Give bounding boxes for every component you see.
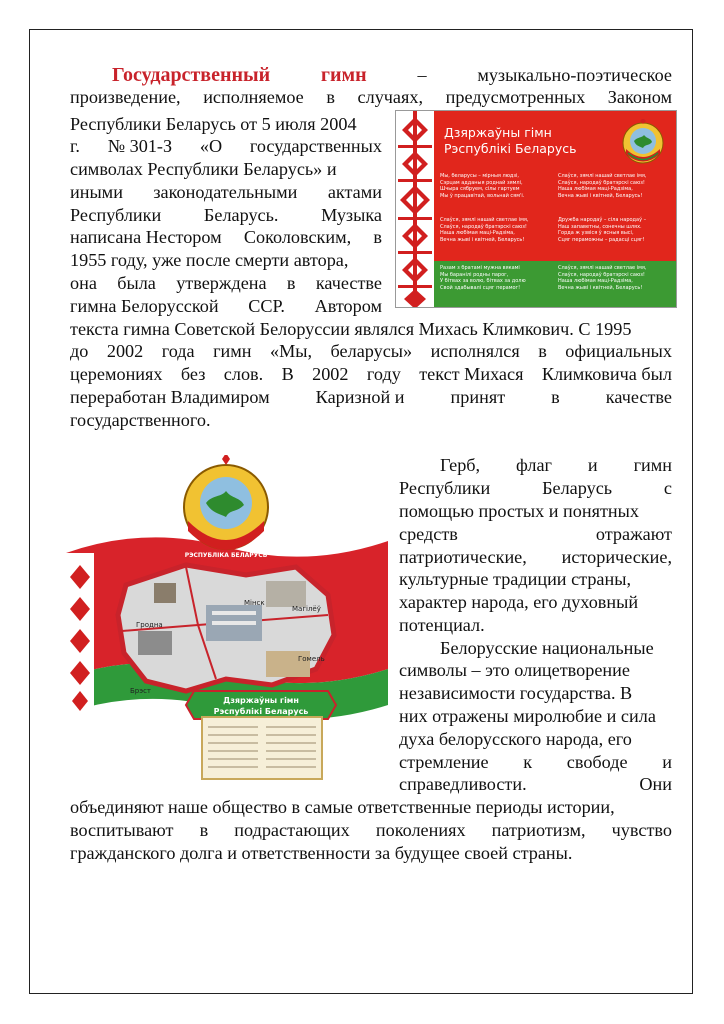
anthem-chorus-3: Слаўся, зямлі нашай светлае імя, Слаўся, народаў братэрскі саюз! Наша любімая маці-Радзіма, Вечна жыві і квітней, Беларусь! bbox=[558, 265, 647, 291]
p2-word: Герб, bbox=[440, 455, 481, 475]
p1-word: государственных bbox=[249, 136, 382, 156]
p3-line bbox=[399, 751, 672, 773]
p3-word: подрастающих bbox=[234, 820, 350, 840]
coat-of-arms-icon bbox=[620, 119, 666, 169]
p1-word: беларусы» bbox=[330, 341, 413, 361]
p2-line bbox=[399, 546, 672, 568]
p3-word: гражданского долга и ответственности за будущее своей страны. bbox=[70, 843, 573, 863]
p1-line bbox=[112, 64, 672, 86]
p3-line bbox=[399, 705, 656, 727]
p2-line bbox=[440, 454, 672, 476]
state-symbols-collage bbox=[66, 455, 388, 781]
p1-word: Музыка bbox=[321, 205, 382, 225]
p1-word: Автором bbox=[314, 296, 382, 316]
p2-line bbox=[399, 500, 639, 522]
anthem-verse-3: Дружба народаў – сіла народаў – Наш запаветны, сонечны шлях. Горда ж узвіся ў ясныя высі, Сцяг пераможны – радасці сцяг! bbox=[558, 217, 647, 243]
p1-word: гимн bbox=[213, 341, 252, 361]
p1-word: «Мы, bbox=[270, 341, 313, 361]
anthem-term-word: Государственный bbox=[112, 64, 271, 86]
p1-word: Законом bbox=[607, 87, 672, 107]
p2-word: отражают bbox=[595, 524, 672, 544]
p1-word: написана Нестором bbox=[70, 227, 222, 247]
p3-line bbox=[70, 819, 672, 841]
city-label-grodno: Гродна bbox=[136, 621, 163, 629]
p1-word: в bbox=[373, 227, 382, 247]
p2-word: средств bbox=[399, 524, 458, 544]
p1-word: – bbox=[417, 65, 427, 85]
p2-word: с bbox=[663, 478, 672, 498]
p2-line bbox=[399, 477, 672, 499]
p2-word: флаг bbox=[516, 455, 552, 475]
p1-word: Республики Беларусь от 5 июля 2004 bbox=[70, 114, 357, 134]
p1-word: законодательными bbox=[153, 182, 298, 202]
p1-word: гимна Белорусской bbox=[70, 296, 219, 316]
p1-line bbox=[70, 249, 348, 271]
anthem-term-word: гимн bbox=[320, 64, 367, 86]
p1-line bbox=[70, 340, 672, 362]
p1-word: церемониях bbox=[70, 364, 163, 384]
p1-word: качестве bbox=[315, 273, 382, 293]
p3-word: в bbox=[199, 820, 209, 840]
p1-word: «О bbox=[199, 136, 223, 156]
p1-word: 2002 bbox=[312, 364, 349, 384]
collage-graphic bbox=[66, 455, 388, 781]
p3-word: Они bbox=[639, 774, 672, 794]
p1-word: года bbox=[161, 341, 195, 361]
p1-word: музыкально-поэтическое bbox=[477, 65, 672, 85]
p3-word: объединяют наше общество в самые ответственные периоды истории, bbox=[70, 797, 615, 817]
p1-word: без bbox=[180, 364, 206, 384]
p1-word: 2002 bbox=[106, 341, 144, 361]
city-label-gomel: Гомель bbox=[298, 655, 325, 663]
p1-word: текст Михася bbox=[419, 364, 524, 384]
anthem-title-line1: Дзяржаўны гімн bbox=[444, 125, 552, 140]
p2-word: культурные традиции страны, bbox=[399, 569, 631, 589]
p1-word: № 301-З bbox=[107, 136, 173, 156]
p1-word: Соколовским, bbox=[243, 227, 352, 247]
p3-word: патриотизм, bbox=[491, 820, 586, 840]
city-label-minsk: Мінск bbox=[244, 599, 265, 607]
p3-word: духа белорусского народа, его bbox=[399, 729, 632, 749]
ornament-stripe bbox=[396, 111, 434, 308]
emblem-ribbon-label: РЭСПУБЛІКА БЕЛАРУСЬ bbox=[184, 552, 268, 559]
p1-word: произведение, bbox=[70, 87, 181, 107]
p3-line bbox=[399, 728, 632, 750]
p2-word: Республики bbox=[399, 478, 491, 498]
p1-word: г. bbox=[70, 136, 80, 156]
p1-word: государственного. bbox=[70, 410, 211, 430]
p1-line bbox=[70, 113, 357, 135]
p1-word: в bbox=[551, 387, 560, 407]
anthem-verse-1: Мы, беларусы – мірныя людзі, Сэрцам адданыя роднай зямлі, Шчыра сябруем, сілы гартуем Мы ў працавітай, вольнай сям'і. bbox=[440, 173, 525, 199]
p1-word: утверждена bbox=[176, 273, 267, 293]
p1-word: году bbox=[366, 364, 401, 384]
p3-line bbox=[70, 842, 572, 864]
p1-word: Республики bbox=[70, 205, 162, 225]
p2-word: патриотические, bbox=[399, 547, 527, 567]
p2-word: гимн bbox=[633, 455, 672, 475]
p3-word: и bbox=[662, 752, 672, 772]
p2-word: Беларусь bbox=[542, 478, 613, 498]
city-label-brest: Брэст bbox=[130, 687, 152, 695]
p2-word: потенциал. bbox=[399, 615, 485, 635]
p3-word: свободе bbox=[566, 752, 628, 772]
collage-banner-line1: Дзяржаўны гімн bbox=[223, 696, 299, 705]
city-label-mogilev: Магілёў bbox=[292, 605, 321, 613]
p1-word: В bbox=[281, 364, 294, 384]
p2-word: и bbox=[587, 455, 598, 475]
p1-word: в bbox=[538, 341, 547, 361]
p1-line bbox=[70, 295, 382, 317]
p3-line bbox=[399, 773, 672, 795]
anthem-title-line2: Рэспублікі Беларусь bbox=[444, 141, 577, 156]
p3-word: справедливости. bbox=[399, 774, 527, 794]
p1-word: исполнялся bbox=[430, 341, 520, 361]
p1-word: до bbox=[70, 341, 89, 361]
p1-word: официальных bbox=[565, 341, 672, 361]
p1-word: Климковича был bbox=[541, 364, 672, 384]
p2-line bbox=[399, 591, 638, 613]
p2-word: исторические, bbox=[561, 547, 672, 567]
p1-line bbox=[70, 272, 382, 294]
p1-word: случаях, bbox=[357, 87, 424, 107]
p1-line bbox=[70, 363, 672, 385]
p3-line bbox=[440, 637, 654, 659]
p3-word: независимости государства. В bbox=[399, 683, 633, 703]
p3-word: чувство bbox=[611, 820, 672, 840]
p1-word: принят bbox=[450, 387, 506, 407]
anthem-image bbox=[395, 110, 677, 308]
p2-word: характер народа, его духовный bbox=[399, 592, 639, 612]
p1-word: предусмотренных bbox=[445, 87, 586, 107]
p1-line bbox=[70, 226, 382, 248]
p1-line bbox=[70, 204, 382, 226]
p3-line bbox=[399, 659, 630, 681]
p1-word: исполняемое bbox=[203, 87, 304, 107]
p1-word: ССР. bbox=[248, 296, 285, 316]
p1-word: актами bbox=[327, 182, 382, 202]
p3-word: них отражены миролюбие и сила bbox=[399, 706, 656, 726]
collage-banner-line2: Рэспублікі Беларусь bbox=[213, 707, 309, 716]
p3-word: Белорусские национальные bbox=[440, 638, 654, 658]
p1-word: символах Республики Беларусь» и bbox=[70, 159, 337, 179]
p1-word: Беларусь. bbox=[203, 205, 279, 225]
p1-word: Каризной и bbox=[315, 387, 405, 407]
p3-word: стремление bbox=[399, 752, 489, 772]
p2-word: помощью простых и понятных bbox=[399, 501, 639, 521]
p1-line bbox=[70, 318, 631, 340]
p3-word: к bbox=[523, 752, 533, 772]
anthem-chorus-1: Слаўся, зямлі нашай светлае імя, Слаўся, народаў братэрскі саюз! Наша любімая маці-Радзіма, Вечна жыві і квітней, Беларусь! bbox=[558, 173, 647, 199]
p3-word: символы – это олицетворение bbox=[399, 660, 630, 680]
p1-word: иными bbox=[70, 182, 123, 202]
p1-word: в bbox=[326, 87, 335, 107]
p2-line bbox=[399, 568, 631, 590]
p1-line bbox=[70, 158, 337, 180]
p1-line bbox=[70, 86, 672, 108]
p1-line bbox=[70, 135, 382, 157]
p1-word: качестве bbox=[605, 387, 672, 407]
p1-word: переработан Владимиром bbox=[70, 387, 270, 407]
p2-line bbox=[399, 614, 485, 636]
p1-word: она bbox=[70, 273, 97, 293]
p3-line bbox=[70, 796, 615, 818]
anthem-verse-2: Разам з братамі мужна вякамі Мы баранілі родны парог, У бітвах за волю, бітвах за долю Свой здабывалі сцяг перамог! bbox=[440, 265, 526, 291]
p1-word: в bbox=[286, 273, 296, 293]
p1-line bbox=[70, 386, 672, 408]
p1-word: текста гимна Советской Белоруссии являлся Михась Климкович. С 1995 bbox=[70, 319, 632, 339]
p1-line bbox=[70, 181, 382, 203]
p1-word: была bbox=[117, 273, 156, 293]
p3-line bbox=[399, 682, 632, 704]
p1-word: слов. bbox=[223, 364, 264, 384]
p1-line bbox=[70, 409, 211, 431]
anthem-title bbox=[444, 125, 577, 157]
p3-word: поколениях bbox=[375, 820, 466, 840]
p2-line bbox=[399, 523, 672, 545]
p1-word: 1955 году, уже после смерти автора, bbox=[70, 250, 349, 270]
anthem-chorus-2: Слаўся, зямлі нашай светлае імя, Слаўся, народаў братэрскі саюз! Наша любімая маці-Радзіма, Вечна жыві і квітней, Беларусь! bbox=[440, 217, 529, 243]
p3-word: воспитывают bbox=[70, 820, 174, 840]
